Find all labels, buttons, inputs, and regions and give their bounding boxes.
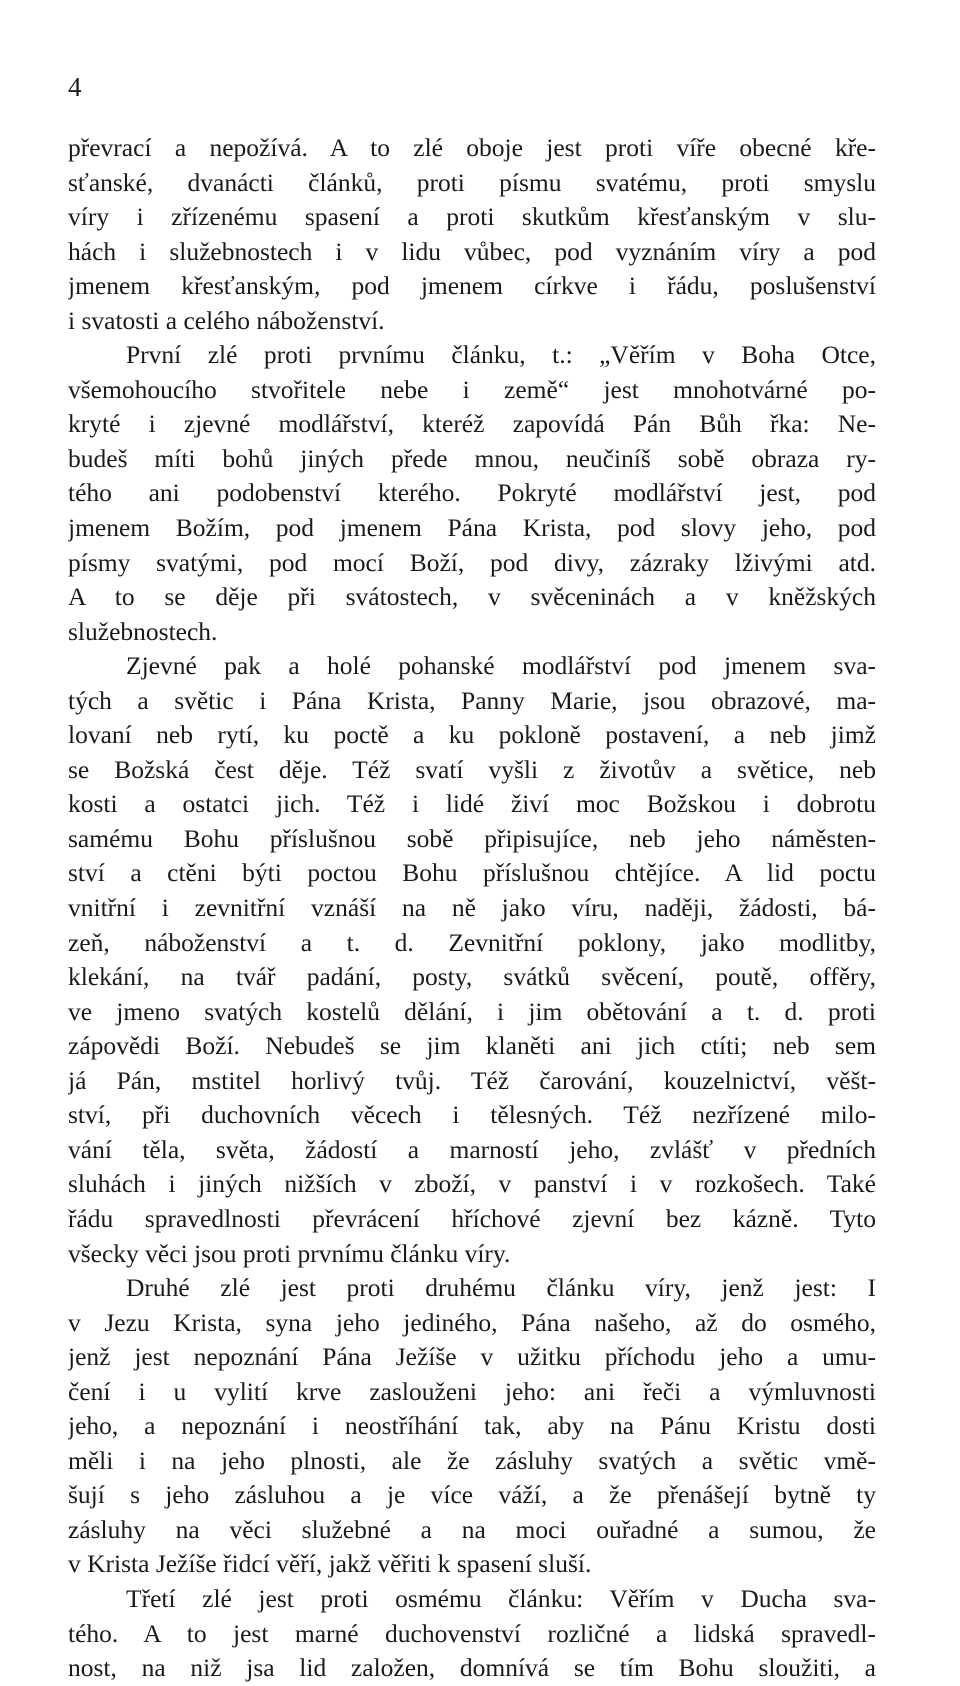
text-line: sluhách i jiných nižších v zboží, v panství i v rozkošech. Také bbox=[68, 1169, 876, 1199]
text-line: kryté i zjevné modlářství, kteréž zapovídá Pán Bůh řka: Ne- bbox=[68, 409, 876, 439]
text-line: sťanské, dvanácti článků, proti písmu svatému, proti smyslu bbox=[68, 167, 876, 197]
text-line: vnitřní i zevnitřní vznáší na ně jako víru, naději, žádosti, bá- bbox=[68, 893, 876, 923]
text-line: samému Bohu příslušnou sobě připisujíce, neb jeho náměsten- bbox=[68, 823, 876, 853]
text-line: vání těla, světa, žádostí a marností jeho, zvlášť v předních bbox=[68, 1134, 876, 1164]
text-line: čení i u vylití krve zaslouženi jeho: ani řeči a výmluvnosti bbox=[68, 1376, 876, 1406]
text-line: všemohoucího stvořitele nebe i země“ jest mnohotvárné po- bbox=[68, 374, 876, 404]
text-line: budeš míti bohů jiných přede mnou, neučiníš sobě obraza ry- bbox=[68, 443, 876, 473]
text-line: První zlé proti prvnímu článku, t.: „Věřím v Boha Otce, bbox=[126, 340, 876, 370]
text-line: nost, na niž jsa lid založen, domnívá se tím Bohu sloužiti, a bbox=[68, 1653, 876, 1683]
text-line: víry i zřízenému spasení a proti skutkům křesťanským v slu- bbox=[68, 202, 876, 232]
text-line: Třetí zlé jest proti osmému článku: Věřím v Ducha sva- bbox=[126, 1583, 876, 1613]
text-line: Druhé zlé jest proti druhému článku víry, jenž jest: I bbox=[126, 1273, 876, 1303]
text-line: ství, při duchovních věcech i tělesných. Též nezřízené milo- bbox=[68, 1100, 876, 1130]
text-line: jmenem Božím, pod jmenem Pána Krista, pod slovy jeho, pod bbox=[68, 513, 876, 543]
text-line: písmy svatými, pod mocí Boží, pod divy, zázraky lživými atd. bbox=[68, 547, 876, 577]
text-line: kosti a ostatci jich. Též i lidé živí moc Božskou i dobrotu bbox=[68, 789, 876, 819]
text-line: tých a světic i Pána Krista, Panny Marie, jsou obrazové, ma- bbox=[68, 685, 876, 715]
text-line: lovaní neb rytí, ku poctě a ku pokloně postavení, a neb jimž bbox=[68, 720, 876, 750]
text-line: ství a ctěni býti poctou Bohu příslušnou chtějíce. A lid poctu bbox=[68, 858, 876, 888]
text-line: zeň, náboženství a t. d. Zevnitřní poklony, jako modlitby, bbox=[68, 927, 876, 957]
text-line: Zjevné pak a holé pohanské modlářství pod jmenem sva- bbox=[126, 651, 876, 681]
text-line: tého. A to jest marné duchovenství rozličné a lidská spravedl- bbox=[68, 1618, 876, 1648]
text-line: se Božská čest děje. Též svatí vyšli z životův a světice, neb bbox=[68, 754, 876, 784]
text-line: i svatosti a celého náboženství. bbox=[68, 305, 385, 335]
text-line: převrací a nepožívá. A to zlé oboje jest proti víře obecné kře- bbox=[68, 133, 876, 162]
text-line: řádu spravedlnosti převrácení hříchové zjevní bez kázně. Tyto bbox=[68, 1203, 876, 1233]
text-line: jeho, a nepoznání i neostříhání tak, aby na Pánu Kristu dosti bbox=[68, 1411, 876, 1441]
text-line: v Jezu Krista, syna jeho jediného, Pána našeho, až do osmého, bbox=[68, 1307, 876, 1337]
text-line: jmenem křesťanským, pod jmenem církve i řádu, poslušenství bbox=[68, 271, 876, 301]
text-line: ve jmeno svatých kostelů dělání, i jim obětování a t. d. proti bbox=[68, 996, 876, 1026]
text-line: v Krista Ježíše řidcí věří, jakž věřiti k spasení sluší. bbox=[68, 1549, 592, 1579]
body-text bbox=[68, 131, 876, 1686]
text-line: všecky věci jsou proti prvnímu článku víry. bbox=[68, 1238, 511, 1268]
text-line: měli i na jeho plnosti, ale že zásluhy svatých a světic vmě- bbox=[68, 1445, 876, 1475]
text-line: A to se děje při svátostech, v svěceninách a v kněžských bbox=[68, 582, 876, 612]
text-line: já Pán, mstitel horlivý tvůj. Též čarování, kouzelnictví, věšt- bbox=[68, 1065, 876, 1095]
text-line: zásluhy na věci služebné a na moci ouřadné a sumou, že bbox=[68, 1514, 876, 1544]
text-line: jenž jest nepoznání Pána Ježíše v užitku příchodu jeho a umu- bbox=[68, 1342, 876, 1372]
text-line: hách i služebnostech i v lidu vůbec, pod vyznáním víry a pod bbox=[68, 236, 876, 266]
text-line: klekání, na tvář padání, posty, svátků svěcení, poutě, offěry, bbox=[68, 962, 876, 992]
text-line: tého ani podobenství kterého. Pokryté modlářství jest, pod bbox=[68, 478, 876, 508]
text-line: šují s jeho zásluhou a je více váží, a že přenášejí bytně ty bbox=[68, 1480, 876, 1510]
page-number: 4 bbox=[68, 72, 82, 102]
text-line: zápovědi Boží. Nebudeš se jim klaněti ani jich ctíti; neb sem bbox=[68, 1031, 876, 1061]
text-line: služebnostech. bbox=[68, 616, 218, 646]
